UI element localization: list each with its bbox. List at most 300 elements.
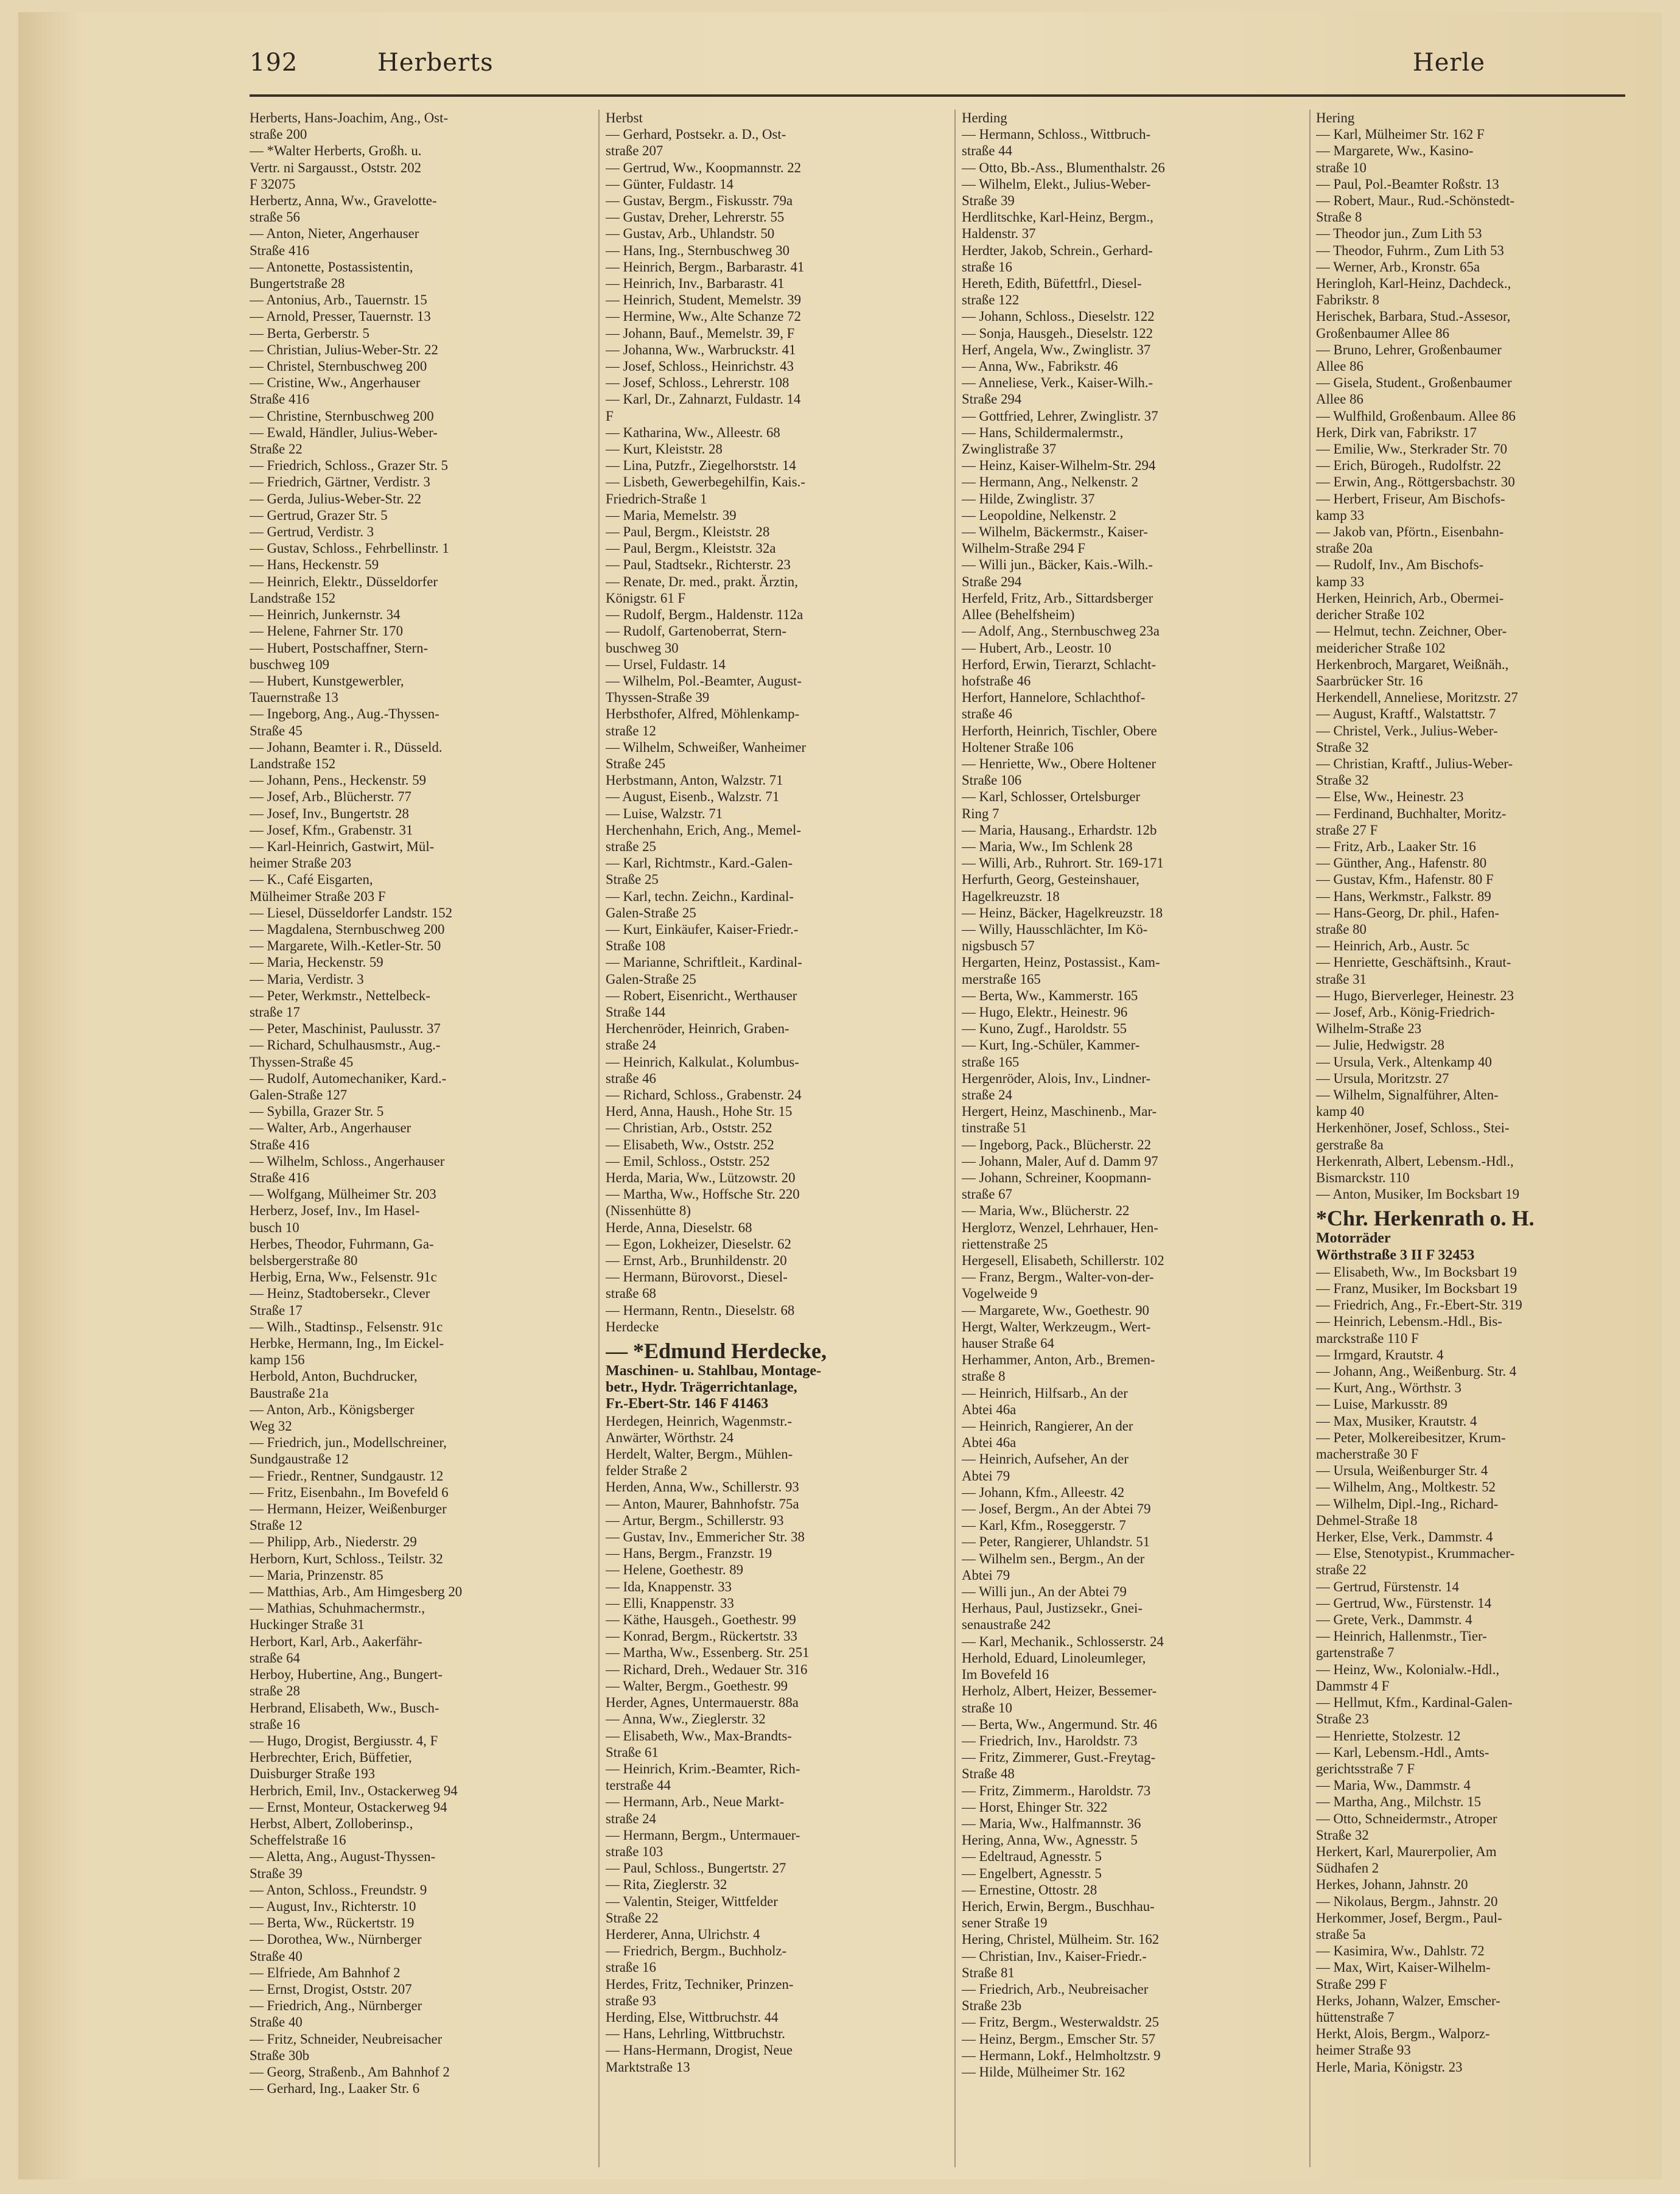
directory-entry-line: Baustraße 21a: [250, 1385, 329, 1401]
directory-entry-line: Straße 81: [962, 1964, 1015, 1980]
directory-entry-line: — Fritz, Arb., Laaker Str. 16: [1316, 838, 1476, 854]
directory-entry-line: Herforth, Heinrich, Tischler, Obere: [962, 723, 1157, 738]
directory-entry-line: Thyssen-Straße 45: [250, 1054, 354, 1070]
directory-entry-line: — Hermann, Lokf., Helmholtzstr. 9: [962, 2047, 1161, 2063]
directory-entry-line: Straße 22: [250, 441, 303, 457]
directory-entry-line: — Josef, Bergm., An der Abtei 79: [962, 1501, 1151, 1517]
directory-entry-line: straße 31: [1316, 971, 1367, 987]
directory-entry-line: straße 25: [606, 838, 656, 854]
directory-entry-line: — Hans, Ing., Sternbuschweg 30: [606, 242, 790, 258]
directory-entry-line: — Anton, Maurer, Bahnhofstr. 75a: [606, 1496, 799, 1512]
directory-entry-line: Herich, Erwin, Bergm., Buschhau-: [962, 1898, 1155, 1914]
directory-entry-line: — Anton, Musiker, Im Bocksbart 19: [1316, 1186, 1520, 1202]
directory-entry-line: — Josef, Arb., Blücherstr. 77: [250, 789, 411, 805]
directory-entry-line: Vogelweide 9: [962, 1286, 1038, 1302]
directory-entry-line: straße 16: [606, 1960, 656, 1975]
directory-entry-line: Wilhelm-Straße 294 F: [962, 541, 1085, 556]
directory-entry-line: Hergenröder, Alois, Inv., Lindner-: [962, 1070, 1151, 1086]
directory-entry-line: riettenstraße 25: [962, 1236, 1048, 1252]
directory-entry-line: — Berta, Ww., Angermund. Str. 46: [962, 1716, 1158, 1732]
directory-entry-line: — Anna, Ww., Zieglerstr. 32: [606, 1711, 766, 1727]
directory-entry-line: Herder, Agnes, Untermauerstr. 88a: [606, 1695, 799, 1711]
directory-entry-line: — Edeltraud, Agnesstr. 5: [962, 1849, 1102, 1865]
directory-entry-line: heimer Straße 203: [250, 855, 352, 871]
directory-entry-line: — Gustav, Kfm., Hafenstr. 80 F: [1316, 872, 1494, 888]
directory-entry-line: — Wilhelm sen., Bergm., An der: [962, 1551, 1145, 1566]
directory-entry-line: — Robert, Maur., Rud.-Schönstedt-: [1316, 193, 1515, 209]
directory-entry-line: straße 93: [606, 1992, 656, 2008]
directory-entry-line: Hering: [1316, 110, 1355, 125]
directory-entry-line: Tauernstraße 13: [250, 690, 338, 706]
directory-entry-line: — Hermann, Bergm., Untermauer-: [606, 1827, 800, 1843]
directory-entry-line: — Kurt, Einkäufer, Kaiser-Friedr.-: [606, 921, 799, 937]
directory-entry-line: Galen-Straße 127: [250, 1087, 348, 1102]
directory-entry-line: — Ingeborg, Ang., Aug.-Thyssen-: [250, 706, 439, 722]
directory-entry-line: Weg 32: [250, 1418, 292, 1434]
directory-entry-line: — Heinrich, Krim.-Beamter, Rich-: [606, 1761, 800, 1776]
directory-entry-line: — Philipp, Arb., Niederstr. 29: [250, 1534, 417, 1550]
directory-entry-line: Wilhelm-Straße 23: [1316, 1021, 1422, 1037]
directory-entry-line: Straße 8: [1316, 209, 1362, 225]
directory-entry-line: — Maria, Ww., Dammstr. 4: [1316, 1778, 1471, 1793]
directory-entry-line: — Karl, Mechanik., Schlosserstr. 24: [962, 1633, 1164, 1649]
directory-entry-line: Marktstraße 13: [606, 2059, 690, 2075]
directory-entry-line: (Nissenhütte 8): [606, 1203, 691, 1219]
directory-entry-line: — Paul, Bergm., Kleiststr. 32a: [606, 541, 776, 556]
directory-entry-line: Hergesell, Elisabeth, Schillerstr. 102: [962, 1253, 1164, 1269]
directory-entry-line: — Hubert, Arb., Leostr. 10: [962, 640, 1111, 656]
directory-entry-line: Herkommer, Josef, Bergm., Paul-: [1316, 1910, 1502, 1926]
directory-entry-line: — Elisabeth, Ww., Oststr. 252: [606, 1137, 774, 1152]
directory-entry-line: — Helene, Goethestr. 89: [606, 1562, 744, 1578]
header-rule: [250, 94, 1625, 97]
column-divider: [1309, 110, 1311, 2167]
directory-entry-line: Straße 23: [1316, 1711, 1369, 1727]
directory-page: [18, 12, 1662, 2179]
directory-entry-line: straße 27 F: [1316, 822, 1378, 838]
directory-entry-line: — Wilhelm, Dipl.-Ing., Richard-: [1316, 1496, 1499, 1512]
directory-entry-line: Herkendell, Anneliese, Moritzstr. 27: [1316, 690, 1518, 706]
page-title: Herberts: [377, 49, 494, 77]
directory-entry-line: Huckinger Straße 31: [250, 1617, 365, 1633]
directory-entry-line: Straße 30b: [250, 2047, 310, 2063]
directory-entry-line: — Heinrich, Elektr., Düsseldorfer: [250, 573, 438, 589]
directory-entry-line: — Hans, Heckenstr. 59: [250, 557, 379, 573]
directory-entry-line: — Ernestine, Ottostr. 28: [962, 1882, 1097, 1898]
directory-entry-line: Herde, Anna, Dieselstr. 68: [606, 1219, 752, 1235]
directory-entry-line: Herding, Else, Wittbruchstr. 44: [606, 2009, 779, 2025]
directory-entry-line: Straße 299 F: [1316, 1976, 1387, 1992]
directory-entry-line: — Martha, Ww., Hoffsche Str. 220: [606, 1186, 800, 1202]
directory-entry-line: — Margarete, Wilh.-Ketler-Str. 50: [250, 938, 441, 954]
directory-entry-line: Straße 32: [1316, 1827, 1369, 1843]
directory-entry-line: buschweg 109: [250, 656, 330, 672]
directory-entry-line: — Willi, Arb., Ruhrort. Str. 169-171: [962, 855, 1164, 871]
directory-entry-line: Südhafen 2: [1316, 1860, 1379, 1876]
directory-entry-line: straße 80: [1316, 921, 1367, 937]
directory-entry-line: — Hans, Lehrling, Wittbruchstr.: [606, 2026, 785, 2042]
directory-entry-line: F: [606, 408, 614, 424]
directory-entry-line: — Werner, Arb., Kronstr. 65a: [1316, 259, 1480, 275]
directory-entry-line: — Liesel, Düsseldorfer Landstr. 152: [250, 905, 453, 920]
directory-entry-line: — Gottfried, Lehrer, Zwinglistr. 37: [962, 408, 1158, 424]
directory-entry-line: — Walter, Arb., Angerhauser: [250, 1120, 411, 1136]
directory-entry-line: Bismarckstr. 110: [1316, 1170, 1410, 1185]
directory-entry-line: Herbst: [606, 110, 643, 125]
directory-entry-line: straße 8: [962, 1369, 1006, 1384]
directory-entry-line: — Maria, Verdistr. 3: [250, 971, 364, 987]
directory-entry-line: — Artur, Bergm., Schillerstr. 93: [606, 1512, 784, 1528]
directory-entry-line: Landstraße 152: [250, 755, 336, 771]
advertisement-title: — *Edmund Herdecke,: [606, 1339, 827, 1364]
directory-entry-line: Straße 40: [250, 2014, 303, 2030]
directory-entry-line: straße 16: [250, 1716, 300, 1732]
directory-entry-line: — Josef, Inv., Bungertstr. 28: [250, 805, 409, 821]
directory-entry-line: Straße 32: [1316, 773, 1369, 788]
directory-entry-line: — Heinz, Bäcker, Hagelkreuzstr. 18: [962, 905, 1163, 920]
directory-entry-line: Bungertstraße 28: [250, 276, 345, 292]
directory-entry-line: — Maria, Ww., Blücherstr. 22: [962, 1203, 1130, 1219]
directory-entry-line: — Kurt, Ing.-Schüler, Kammer-: [962, 1037, 1140, 1053]
directory-entry-line: — Peter, Rangierer, Uhlandstr. 51: [962, 1534, 1150, 1550]
directory-entry-line: straße 20a: [1316, 541, 1373, 556]
directory-entry-line: — Rudolf, Bergm., Haldenstr. 112a: [606, 607, 803, 623]
directory-entry-line: — Henriette, Ww., Obere Holtener: [962, 755, 1157, 771]
running-header-right: Herle: [1412, 49, 1485, 77]
directory-entry-line: — Magdalena, Sternbuschweg 200: [250, 921, 445, 937]
directory-entry-line: Hering, Christel, Mülheim. Str. 162: [962, 1932, 1160, 1947]
directory-entry-line: Herf, Angela, Ww., Zwinglistr. 37: [962, 342, 1151, 357]
directory-entry-line: Straße 106: [962, 773, 1022, 788]
directory-entry-line: F 32075: [250, 176, 296, 192]
directory-entry-line: — Gustav, Bergm., Fiskusstr. 79a: [606, 193, 793, 209]
directory-entry-line: — Mathias, Schuhmachermstr.,: [250, 1600, 425, 1616]
directory-entry-line: Allee 86: [1316, 359, 1363, 374]
directory-entry-line: — Hubert, Kunstgewerbler,: [250, 673, 404, 689]
directory-entry-line: Herfurth, Georg, Gesteinshauer,: [962, 872, 1139, 888]
directory-entry-line: Vertr. ni Sargausst., Oststr. 202: [250, 159, 422, 175]
directory-entry-line: — Heinrich, Arb., Austr. 5c: [1316, 938, 1470, 954]
directory-entry-line: — Josef, Kfm., Grabenstr. 31: [250, 822, 413, 838]
directory-entry-line: — Antonette, Postassistentin,: [250, 259, 413, 275]
directory-entry-line: Galen-Straße 25: [606, 971, 696, 987]
directory-entry-line: Herhaus, Paul, Justizsekr., Gnei-: [962, 1600, 1143, 1616]
directory-entry-line: Herks, Johann, Walzer, Emscher-: [1316, 1992, 1500, 2008]
advertisement-line: Fr.-Ebert-Str. 146 F 41463: [606, 1396, 769, 1412]
directory-entry-line: Allee (Behelfsheim): [962, 607, 1075, 623]
directory-entry-line: dericher Straße 102: [1316, 607, 1425, 623]
directory-entry-line: — Paul, Schloss., Bungertstr. 27: [606, 1860, 786, 1876]
directory-entry-line: — Engelbert, Agnesstr. 5: [962, 1865, 1102, 1881]
directory-entry-line: Herdelt, Walter, Bergm., Mühlen-: [606, 1446, 793, 1462]
directory-entry-line: Abtei 46a: [962, 1401, 1017, 1417]
directory-entry-line: Mülheimer Straße 203 F: [250, 888, 386, 904]
directory-entry-line: Herbstmann, Anton, Walzstr. 71: [606, 773, 783, 788]
directory-entry-line: Straße 48: [962, 1766, 1015, 1782]
directory-entry-line: Scheffelstraße 16: [250, 1832, 346, 1848]
directory-entry-line: — Wolfgang, Mülheimer Str. 203: [250, 1186, 436, 1202]
directory-entry-line: — Rita, Zieglerstr. 32: [606, 1877, 727, 1893]
directory-entry-line: — Hermann, Ang., Nelkenstr. 2: [962, 474, 1138, 490]
directory-entry-line: — Peter, Molkereibesitzer, Krum-: [1316, 1429, 1506, 1445]
directory-entry-line: — Margarete, Ww., Kasino-: [1316, 143, 1474, 159]
directory-entry-line: — Gertrud, Ww., Fürstenstr. 14: [1316, 1595, 1492, 1611]
directory-entry-line: Herkert, Karl, Maurerpolier, Am: [1316, 1843, 1497, 1859]
directory-entry-line: — August, Kraftf., Walstattstr. 7: [1316, 706, 1496, 722]
directory-entry-line: — Johann, Schreiner, Koopmann-: [962, 1170, 1152, 1185]
directory-entry-line: buschweg 30: [606, 640, 679, 656]
directory-entry-line: straße 68: [606, 1286, 656, 1302]
directory-entry-line: — Gerhard, Ing., Laaker Str. 6: [250, 2081, 420, 2097]
directory-entry-line: — Friedrich, Gärtner, Verdistr. 3: [250, 474, 430, 490]
directory-entry-line: merstraße 165: [962, 971, 1041, 987]
directory-entry-line: — Berta, Ww., Rückertstr. 19: [250, 1915, 415, 1931]
directory-entry-line: — Hellmut, Kfm., Kardinal-Galen-: [1316, 1695, 1513, 1711]
directory-entry-line: — Adolf, Ang., Sternbuschweg 23a: [962, 623, 1160, 639]
directory-entry-line: — Lina, Putzfr., Ziegelhorststr. 14: [606, 458, 796, 474]
directory-entry-line: Hergloтz, Wenzel, Lehrhauer, Hen-: [962, 1219, 1158, 1235]
directory-entry-line: straße 44: [962, 143, 1012, 159]
directory-entry-line: — Gertrud, Grazer Str. 5: [250, 507, 388, 523]
directory-entry-line: — Elfriede, Am Bahnhof 2: [250, 1964, 401, 1980]
directory-entry-line: Herbes, Theodor, Fuhrmann, Ga-: [250, 1236, 434, 1252]
directory-entry-line: — Egon, Lokheizer, Dieselstr. 62: [606, 1236, 791, 1252]
directory-columns: [250, 110, 1625, 2167]
directory-entry-line: Herkenbroch, Margaret, Weißnäh.,: [1316, 656, 1509, 672]
directory-entry-line: — Max, Musiker, Krautstr. 4: [1316, 1413, 1477, 1429]
directory-entry-line: terstraße 44: [606, 1778, 671, 1793]
directory-entry-line: felder Straße 2: [606, 1463, 688, 1479]
directory-entry-line: — Wilh., Stadtinsp., Felsenstr. 91c: [250, 1319, 443, 1334]
directory-entry-line: — Wulfhild, Großenbaum. Allee 86: [1316, 408, 1516, 424]
directory-entry-line: Abtei 46a: [962, 1435, 1017, 1451]
directory-entry-line: — Friedrich, Inv., Haroldstr. 73: [962, 1733, 1138, 1748]
directory-entry-line: Ring 7: [962, 805, 999, 821]
directory-entry-line: — Hans, Schildermalermstr.,: [962, 424, 1124, 440]
directory-entry-line: Sundgaustraße 12: [250, 1451, 349, 1467]
directory-entry-line: straße 10: [962, 1700, 1012, 1716]
directory-entry-line: kamp 33: [1316, 573, 1365, 589]
directory-entry-line: — Grete, Verk., Dammstr. 4: [1316, 1612, 1472, 1628]
directory-entry-line: — Ernst, Arb., Brunhildenstr. 20: [606, 1253, 787, 1269]
directory-entry-line: — Konrad, Bergm., Rückertstr. 33: [606, 1628, 797, 1644]
directory-entry-line: — Rudolf, Automechaniker, Kard.-: [250, 1070, 447, 1086]
directory-entry-line: straße 200: [250, 127, 307, 142]
directory-entry-line: — Wilhelm, Elekt., Julius-Weber-: [962, 176, 1151, 192]
directory-entry-line: — Hubert, Postschaffner, Stern-: [250, 640, 429, 656]
directory-entry-line: kamp 156: [250, 1352, 305, 1368]
advertisement-line: Motorräder: [1316, 1230, 1391, 1247]
directory-entry-line: — Friedrich, Ang., Nürnberger: [250, 1998, 422, 2014]
directory-entry-line: — Otto, Bb.-Ass., Blumenthalstr. 26: [962, 159, 1165, 175]
directory-entry-line: Straße 416: [250, 1137, 310, 1152]
directory-entry-line: Straße 23b: [962, 1998, 1022, 2014]
directory-entry-line: — K., Café Eisgarten,: [250, 872, 373, 888]
directory-entry-line: — Paul, Pol.-Beamter Roßstr. 13: [1316, 176, 1499, 192]
directory-entry-line: — Dorothea, Ww., Nürnberger: [250, 1932, 422, 1947]
directory-entry-line: Herbrand, Elisabeth, Ww., Busch-: [250, 1700, 439, 1716]
directory-entry-line: straße 165: [962, 1054, 1020, 1070]
directory-entry-line: Herbsthofer, Alfred, Möhlenkamp-: [606, 706, 800, 722]
directory-entry-line: — Heinz, Stadtobersekr., Clever: [250, 1286, 430, 1302]
directory-entry-line: — Hermann, Arb., Neue Markt-: [606, 1794, 785, 1810]
directory-entry-line: — Ernst, Drogist, Oststr. 207: [250, 1981, 412, 1997]
directory-entry-line: — Peter, Maschinist, Paulusstr. 37: [250, 1021, 441, 1037]
directory-entry-line: — Luise, Walzstr. 71: [606, 805, 723, 821]
directory-entry-line: straße 12: [606, 723, 656, 738]
directory-entry-line: — Johann, Maler, Auf d. Damm 97: [962, 1153, 1158, 1169]
directory-entry-line: — Richard, Dreh., Wedauer Str. 316: [606, 1661, 808, 1677]
directory-entry-line: — Gertrud, Fürstenstr. 14: [1316, 1579, 1459, 1594]
directory-entry-line: — Luise, Markusstr. 89: [1316, 1397, 1447, 1412]
directory-entry-line: — *Walter Herberts, Großh. u.: [250, 143, 422, 159]
directory-entry-line: macherstraße 30 F: [1316, 1446, 1419, 1462]
directory-entry-line: — Ewald, Händler, Julius-Weber-: [250, 424, 438, 440]
directory-entry-line: — Horst, Ehinger Str. 322: [962, 1799, 1108, 1815]
directory-entry-line: — Hugo, Bierverleger, Heinestr. 23: [1316, 987, 1514, 1003]
directory-entry-line: — Herbert, Friseur, Am Bischofs-: [1316, 491, 1505, 506]
directory-entry-line: heimer Straße 93: [1316, 2042, 1411, 2058]
directory-entry-line: — Gisela, Student., Großenbaumer: [1316, 375, 1512, 391]
directory-entry-line: straße 16: [962, 259, 1012, 275]
directory-entry-line: Straße 40: [250, 1948, 303, 1964]
directory-entry-line: — Richard, Schulhausmstr., Aug.-: [250, 1037, 441, 1053]
directory-entry-line: — Berta, Gerberstr. 5: [250, 325, 369, 341]
directory-entry-line: — Ida, Knappenstr. 33: [606, 1579, 732, 1594]
directory-entry-line: — Hans-Hermann, Drogist, Neue: [606, 2042, 793, 2058]
directory-entry-line: — Else, Ww., Heinestr. 23: [1316, 789, 1464, 805]
directory-entry-line: Herfort, Hannelore, Schlachthof-: [962, 690, 1146, 706]
directory-entry-line: gartenstraße 7: [1316, 1645, 1395, 1661]
directory-entry-line: — Heinrich, Inv., Barbarastr. 41: [606, 276, 785, 292]
directory-entry-line: — Maria, Hausang., Erhardstr. 12b: [962, 822, 1157, 838]
directory-entry-line: — Friedrich, Bergm., Buchholz-: [606, 1943, 787, 1959]
directory-entry-line: — Johann, Kfm., Alleestr. 42: [962, 1484, 1125, 1500]
column-4: [1316, 110, 1657, 2167]
directory-entry-line: Herd, Anna, Haush., Hohe Str. 15: [606, 1104, 793, 1120]
directory-entry-line: Herkt, Alois, Bergm., Walporz-: [1316, 2026, 1490, 2042]
directory-entry-line: — Elisabeth, Ww., Im Bocksbart 19: [1316, 1264, 1517, 1280]
directory-entry-line: Straße 39: [962, 193, 1015, 209]
directory-entry-line: — Helmut, techn. Zeichner, Ober-: [1316, 623, 1507, 639]
directory-entry-line: Straße 61: [606, 1744, 659, 1760]
directory-entry-line: Herberts, Hans-Joachim, Ang., Ost-: [250, 110, 449, 125]
directory-entry-line: Herford, Erwin, Tierarzt, Schlacht-: [962, 656, 1157, 672]
directory-entry-line: — Heinrich, Bergm., Barbarastr. 41: [606, 259, 805, 275]
directory-entry-line: — Gertrud, Ww., Koopmannstr. 22: [606, 159, 802, 175]
directory-entry-line: Herboy, Hubertine, Ang., Bungert-: [250, 1667, 443, 1683]
directory-entry-line: Heringloh, Karl-Heinz, Dachdeck.,: [1316, 276, 1511, 292]
directory-entry-line: straße 64: [250, 1650, 300, 1666]
directory-entry-line: Herbke, Hermann, Ing., Im Eickel-: [250, 1336, 444, 1351]
column-3: [962, 110, 1303, 2167]
directory-entry-line: Straße 108: [606, 938, 666, 954]
directory-entry-line: — Ursel, Fuldastr. 14: [606, 656, 726, 672]
directory-entry-line: — Heinrich, Junkernstr. 34: [250, 607, 401, 623]
directory-entry-line: — Nikolaus, Bergm., Jahnstr. 20: [1316, 1893, 1498, 1909]
directory-entry-line: — Rudolf, Inv., Am Bischofs-: [1316, 557, 1484, 573]
directory-entry-line: — Anton, Schloss., Freundstr. 9: [250, 1882, 427, 1898]
directory-entry-line: — Karl, Mülheimer Str. 162 F: [1316, 127, 1485, 142]
directory-entry-line: — Kuno, Zugf., Haroldstr. 55: [962, 1021, 1127, 1037]
directory-entry-line: — Theodor jun., Zum Lith 53: [1316, 226, 1482, 242]
directory-entry-line: Friedrich-Straße 1: [606, 491, 707, 506]
directory-entry-line: — Josef, Schloss., Heinrichstr. 43: [606, 359, 794, 374]
directory-entry-line: Straße 32: [1316, 739, 1369, 755]
directory-entry-line: Straße 416: [250, 242, 310, 258]
directory-entry-line: straße 46: [606, 1070, 656, 1086]
directory-entry-line: Herker, Else, Verk., Dammstr. 4: [1316, 1529, 1493, 1545]
directory-entry-line: — Matthias, Arb., Am Himgesberg 20: [250, 1584, 463, 1600]
directory-entry-line: — Heinrich, Lebensm.-Hdl., Bis-: [1316, 1314, 1502, 1330]
directory-entry-line: — Arnold, Presser, Tauernstr. 13: [250, 309, 431, 324]
directory-entry-line: straße 22: [1316, 1562, 1367, 1578]
directory-entry-line: Herbrechter, Erich, Büffetier,: [250, 1750, 412, 1765]
directory-entry-line: — Heinrich, Kalkulat., Kolumbus-: [606, 1054, 799, 1070]
directory-entry-line: — Bruno, Lehrer, Großenbaumer: [1316, 342, 1502, 357]
directory-entry-line: — Johann, Pens., Heckenstr. 59: [250, 773, 426, 788]
directory-entry-line: Herbig, Erna, Ww., Felsenstr. 91c: [250, 1269, 437, 1285]
directory-entry-line: Herbort, Karl, Arb., Aakerfähr-: [250, 1633, 422, 1649]
directory-entry-line: Herhammer, Anton, Arb., Bremen-: [962, 1352, 1155, 1368]
directory-entry-line: Straße 294: [962, 391, 1022, 407]
directory-entry-line: Saarbrücker Str. 16: [1316, 673, 1423, 689]
directory-entry-line: Königstr. 61 F: [606, 590, 686, 606]
directory-entry-line: Hergert, Heinz, Maschinenb., Mar-: [962, 1104, 1157, 1120]
directory-entry-line: sener Straße 19: [962, 1915, 1048, 1931]
directory-entry-line: — Friedrich, jun., Modellschreiner,: [250, 1435, 447, 1451]
directory-entry-line: — Robert, Eisenricht., Werthauser: [606, 987, 797, 1003]
directory-entry-line: Herda, Maria, Ww., Lützowstr. 20: [606, 1170, 796, 1185]
directory-entry-line: — August, Inv., Richterstr. 10: [250, 1898, 416, 1914]
directory-entry-line: — Sonja, Hausgeh., Dieselstr. 122: [962, 325, 1153, 341]
directory-entry-line: — Anton, Arb., Königsberger: [250, 1401, 415, 1417]
directory-entry-line: — Cristine, Ww., Angerhauser: [250, 375, 421, 391]
directory-entry-line: Herbertz, Anna, Ww., Gravelotte-: [250, 193, 437, 209]
directory-entry-line: — Hilde, Mülheimer Str. 162: [962, 2064, 1125, 2080]
directory-entry-line: — Johann, Beamter i. R., Düsseld.: [250, 739, 443, 755]
directory-entry-line: — Ursula, Weißenburger Str. 4: [1316, 1463, 1488, 1479]
directory-entry-line: — Franz, Bergm., Walter-von-der-: [962, 1269, 1154, 1285]
directory-entry-line: Straße 45: [250, 723, 303, 738]
directory-entry-line: straße 24: [606, 1037, 656, 1053]
directory-entry-line: Hagelkreuzstr. 18: [962, 888, 1060, 904]
directory-entry-line: — Hans-Georg, Dr. phil., Hafen-: [1316, 905, 1499, 920]
directory-entry-line: — Kasimira, Ww., Dahlstr. 72: [1316, 1943, 1485, 1959]
directory-entry-line: busch 10: [250, 1219, 299, 1235]
directory-entry-line: — Wilhelm, Pol.-Beamter, August-: [606, 673, 802, 689]
directory-entry-line: — Ferdinand, Buchhalter, Moritz-: [1316, 805, 1507, 821]
directory-entry-line: — Renate, Dr. med., prakt. Ärztin,: [606, 573, 798, 589]
directory-entry-line: — Heinrich, Student, Memelstr. 39: [606, 292, 802, 308]
directory-entry-line: — Walter, Bergm., Goethestr. 99: [606, 1678, 788, 1694]
directory-entry-line: — Henriette, Stolzestr. 12: [1316, 1728, 1461, 1744]
column-2: [606, 110, 947, 2167]
directory-entry-line: — Heinrich, Aufseher, An der: [962, 1451, 1129, 1467]
directory-entry-line: straße 24: [606, 1810, 656, 1826]
directory-entry-line: nigsbusch 57: [962, 938, 1035, 954]
directory-entry-line: Herhold, Eduard, Linoleumleger,: [962, 1650, 1146, 1666]
directory-entry-line: — Gustav, Schloss., Fehrbellinstr. 1: [250, 541, 449, 556]
directory-entry-line: Herkenrath, Albert, Lebensm.-Hdl.,: [1316, 1153, 1514, 1169]
directory-entry-line: — Fritz, Zimmerm., Haroldstr. 73: [962, 1782, 1151, 1798]
directory-entry-line: — Wilhelm, Schweißer, Wanheimer: [606, 739, 807, 755]
directory-entry-line: straße 5a: [1316, 1926, 1366, 1942]
directory-entry-line: — Ernst, Monteur, Ostackerweg 94: [250, 1799, 447, 1815]
directory-entry-line: Abtei 79: [962, 1468, 1010, 1484]
directory-entry-line: straße 103: [606, 1843, 663, 1859]
directory-entry-line: — Gertrud, Verdistr. 3: [250, 524, 374, 540]
